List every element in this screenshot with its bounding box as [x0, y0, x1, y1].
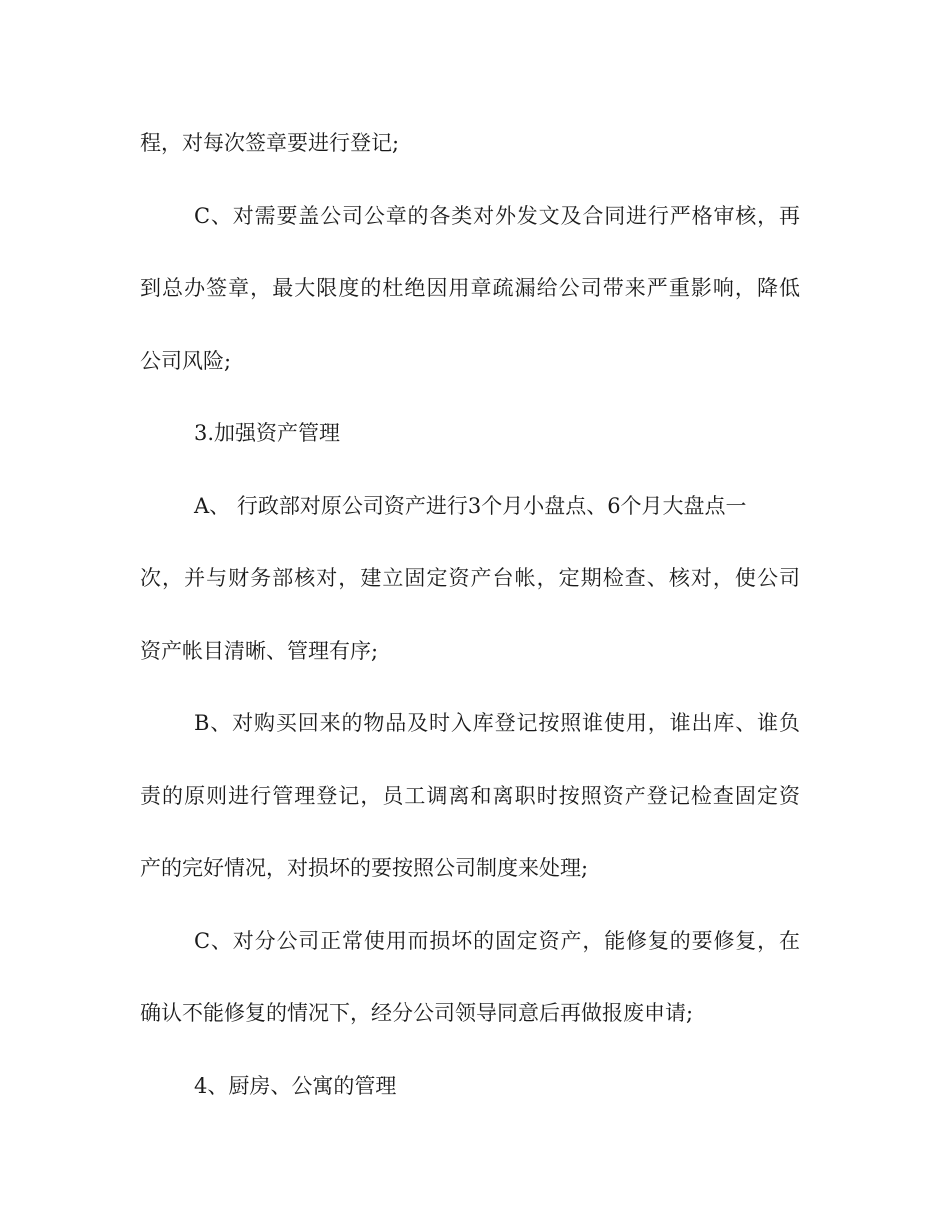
paragraph-line-4: 公司风险; — [140, 348, 232, 373]
paragraph-line-8: 资产帐目清晰、管理有序; — [140, 638, 379, 663]
paragraph-line-7: 次，并与财务部核对，建立固定资产台帐，定期检查、核对，使公司 — [140, 566, 800, 590]
section-heading-assets: 3.加强资产管理 — [194, 421, 341, 445]
paragraph-line-12: C、对分公司正常使用而损坏的固定资产，能修复的要修复，在 — [194, 928, 800, 953]
paragraph-line-6: A、 行政部对原公司资产进行3个月小盘点、6个月大盘点一 — [194, 493, 747, 518]
paragraph-line-9: B、对购买回来的物品及时入库登记按照谁使用，谁出库、谁负 — [194, 711, 800, 735]
paragraph-line-10: 责的原则进行管理登记，员工调离和离职时按照资产登记检查固定资 — [140, 783, 800, 808]
paragraph-line-2: C、对需要盖公司公章的各类对外发文及合同进行严格审核，再 — [194, 203, 800, 228]
paragraph-line-3: 到总办签章，最大限度的杜绝因用章疏漏给公司带来严重影响，降低 — [140, 276, 800, 300]
document-body — [140, 117, 800, 1132]
section-heading-kitchen: 4、厨房、公寓的管理 — [194, 1073, 397, 1098]
paragraph-line-1: 程，对每次签章要进行登记; — [140, 131, 400, 155]
paragraph-line-11: 产的完好情况，对损坏的要按照公司制度来处理; — [140, 856, 589, 880]
paragraph-line-13: 确认不能修复的情况下，经分公司领导同意后再做报废申请; — [140, 1001, 694, 1025]
